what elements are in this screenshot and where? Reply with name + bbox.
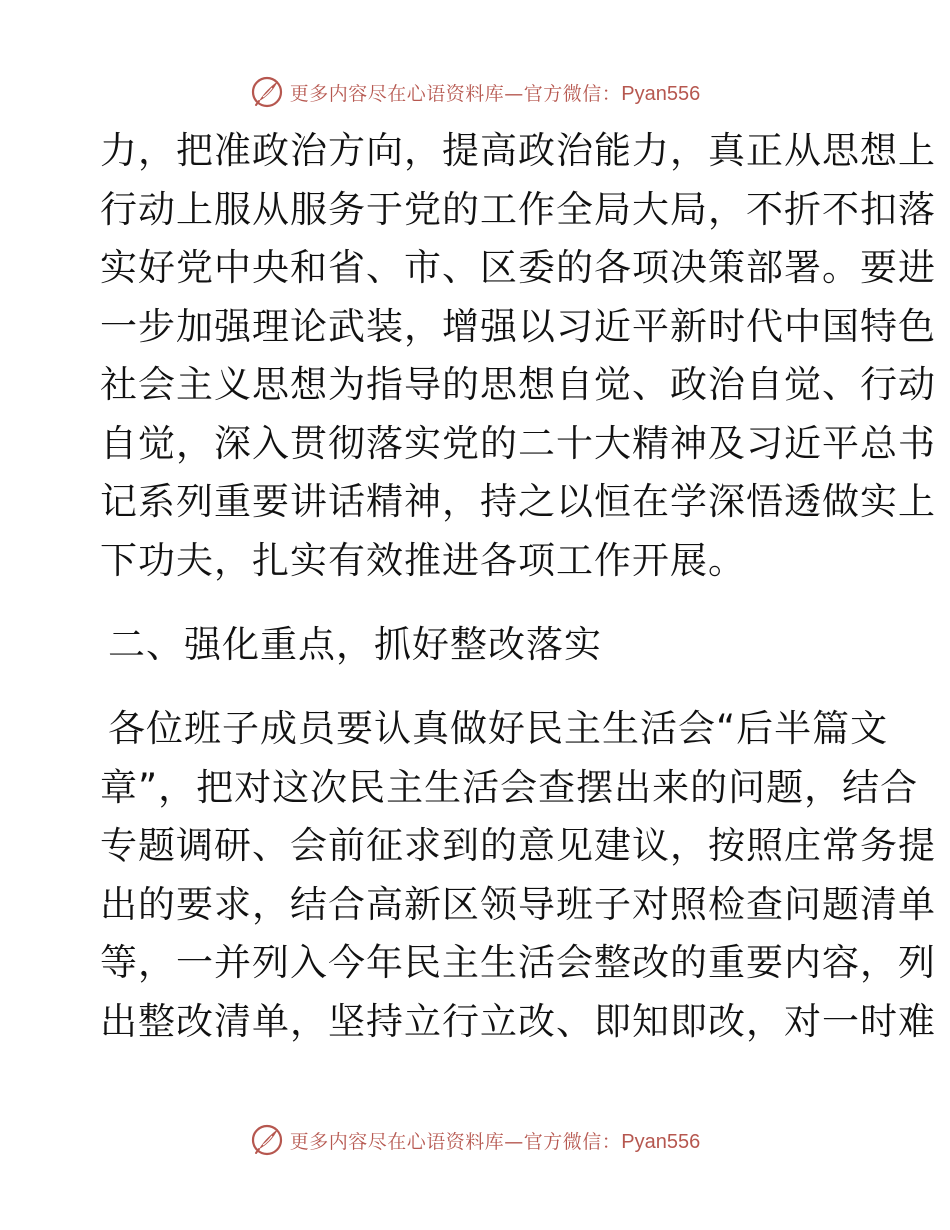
feather-pen-logo-icon xyxy=(250,1123,284,1157)
section-heading: 二、强化重点，抓好整改落实 xyxy=(108,623,602,666)
text-line: 出整改清单，坚持立行立改、即知即改，对一时难 xyxy=(100,999,936,1043)
text-line: 下功夫，扎实有效推进各项工作开展。 xyxy=(100,538,746,582)
watermark-text xyxy=(290,1127,700,1154)
watermark-label: 更多内容尽在心语资料库—官方微信： xyxy=(289,1130,622,1153)
watermark-label: 更多内容尽在心语资料库—官方微信： xyxy=(289,82,622,105)
footer-watermark xyxy=(0,1118,950,1162)
watermark-id: Pyan556 xyxy=(621,82,701,105)
paragraph-2 xyxy=(100,700,936,1051)
text-line: 章”，把对这次民主生活会查摆出来的问题，结合 xyxy=(100,765,919,809)
text-line: 社会主义思想为指导的思想自觉、政治自觉、行动 xyxy=(100,363,936,406)
text-line: 记系列重要讲话精神，持之以恒在学深悟透做实上 xyxy=(100,480,936,523)
text-line: 行动上服从服务于党的工作全局大局，不折不扣落 xyxy=(100,187,936,231)
text-line: 出的要求，结合高新区领导班子对照检查问题清单 xyxy=(100,882,936,926)
text-line: 各位班子成员要认真做好民主生活会“后半篇文 xyxy=(108,707,889,750)
paragraph-1 xyxy=(100,122,936,590)
text-line: 等，一并列入今年民主生活会整改的重要内容，列 xyxy=(100,941,936,984)
text-line: 自觉，深入贯彻落实党的二十大精神及习近平总书 xyxy=(100,421,936,465)
text-line: 实好党中央和省、市、区委的各项决策部署。要进 xyxy=(100,246,936,289)
text-line: 一步加强理论武装，增强以习近平新时代中国特色 xyxy=(100,304,936,348)
feather-pen-logo-icon xyxy=(250,75,284,109)
text-line: 专题调研、会前征求到的意见建议，按照庄常务提 xyxy=(100,824,936,867)
watermark-id: Pyan556 xyxy=(621,1130,701,1153)
document-body xyxy=(100,122,936,1051)
text-line: 力，把准政治方向，提高政治能力，真正从思想上 xyxy=(100,129,936,172)
header-watermark xyxy=(0,70,950,114)
watermark-text xyxy=(290,79,700,106)
